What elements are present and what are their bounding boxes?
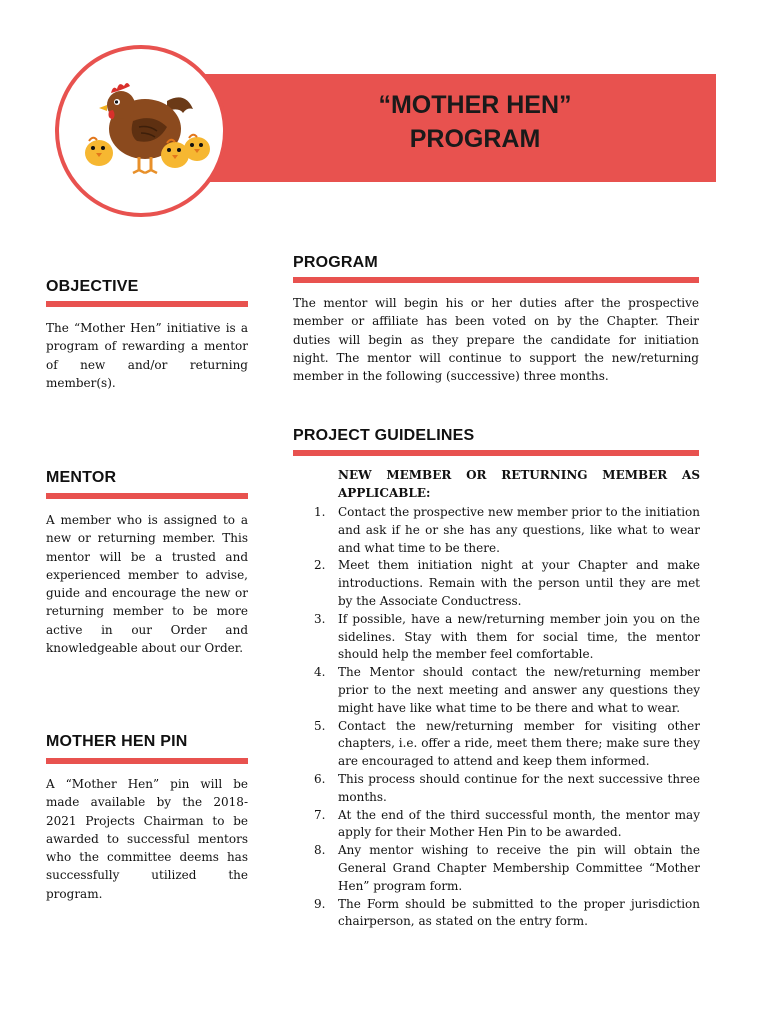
program-rule [293, 277, 699, 283]
guidelines-list [300, 504, 700, 931]
guideline-item [300, 807, 700, 843]
mentor-text: A member who is assigned to a new or returning member. This mentor will be a trusted and experienced member to advise, guide and encourage the new or returning member to be more active in our Order and knowledgeable about our Order. [46, 513, 248, 656]
program-heading: PROGRAM [293, 254, 378, 271]
guideline-item [300, 557, 700, 610]
guideline-text: At the end of the third successful month, the mentor may apply for their Mother Hen Pin to be awarded. [338, 807, 700, 840]
pin-heading: MOTHER HEN PIN [46, 733, 188, 750]
guideline-item [300, 771, 700, 807]
pin-rule [46, 758, 248, 764]
guideline-number: 5. [314, 718, 326, 733]
guideline-number: 9. [314, 896, 326, 911]
guideline-item [300, 504, 700, 557]
guideline-number: 1. [314, 505, 326, 519]
guidelines-rule [293, 450, 699, 456]
mother-hen-with-chicks-icon [59, 49, 223, 213]
guideline-text: The Mentor should contact the new/returning member prior to the next meeting and answer any questions they might have like what time to be there and what to wear. [338, 665, 700, 715]
mentor-rule [46, 493, 248, 499]
guideline-item [300, 664, 700, 717]
guideline-item [300, 718, 700, 771]
logo-badge [55, 45, 227, 217]
guideline-text: The Form should be submitted to the proper jurisdiction chairperson, as stated on the entry form. [338, 896, 700, 929]
pin-text: A “Mother Hen” pin will be made available by the 2018-2021 Projects Chairman to be awarded to successful mentors who the committee deems has successfully utilized the program. [46, 777, 248, 901]
program-text: The mentor will begin his or her duties after the prospective member or affiliate has been voted on by the Chapter. Their duties will begin as they prepare the candidate for initiation night. The mentor will continue to support the new/returning member in the following (successive) three months. [293, 296, 699, 384]
objective-heading: OBJECTIVE [46, 278, 139, 295]
guideline-text: Contact the new/returning member for visiting other chapters, i.e. offer a ride, meet them there; make sure they are encouraged to attend and keep them informed. [338, 718, 700, 769]
guideline-number: 7. [314, 807, 326, 822]
guidelines-subheading: NEW MEMBER OR RETURNING MEMBER AS APPLICABLE: [338, 468, 700, 500]
mentor-heading: MENTOR [46, 469, 117, 486]
guideline-number: 4. [314, 665, 326, 680]
guideline-item [300, 896, 700, 932]
objective-rule [46, 301, 248, 307]
guidelines-heading: PROJECT GUIDELINES [293, 427, 475, 444]
page-title [250, 88, 700, 156]
title-line-2: PROGRAM [409, 125, 541, 153]
guideline-number: 6. [314, 771, 326, 786]
guideline-number: 3. [314, 611, 326, 626]
objective-text: The “Mother Hen” initiative is a program of rewarding a mentor of new and/or returning member(s). [46, 321, 248, 390]
guideline-text: Contact the prospective new member prior to the initiation and ask if he or she has any questions, like what to wear and what time to be there. [338, 505, 700, 555]
guideline-item [300, 842, 700, 895]
guideline-number: 8. [314, 843, 326, 858]
guideline-text: Any mentor wishing to receive the pin will obtain the General Grand Chapter Membership Committee “Mother Hen” program form. [338, 843, 700, 893]
guideline-number: 2. [314, 558, 326, 573]
guideline-text: This process should continue for the next successive three months. [338, 771, 700, 804]
title-line-1: “MOTHER HEN” [378, 91, 572, 119]
guideline-text: If possible, have a new/returning member join you on the sidelines. Stay with them for social time, the mentor should help the member feel comfortable. [338, 611, 700, 662]
guideline-text: Meet them initiation night at your Chapter and make introductions. Remain with the person until they are met by the Associate Conductress. [338, 558, 700, 608]
guideline-item [300, 611, 700, 664]
